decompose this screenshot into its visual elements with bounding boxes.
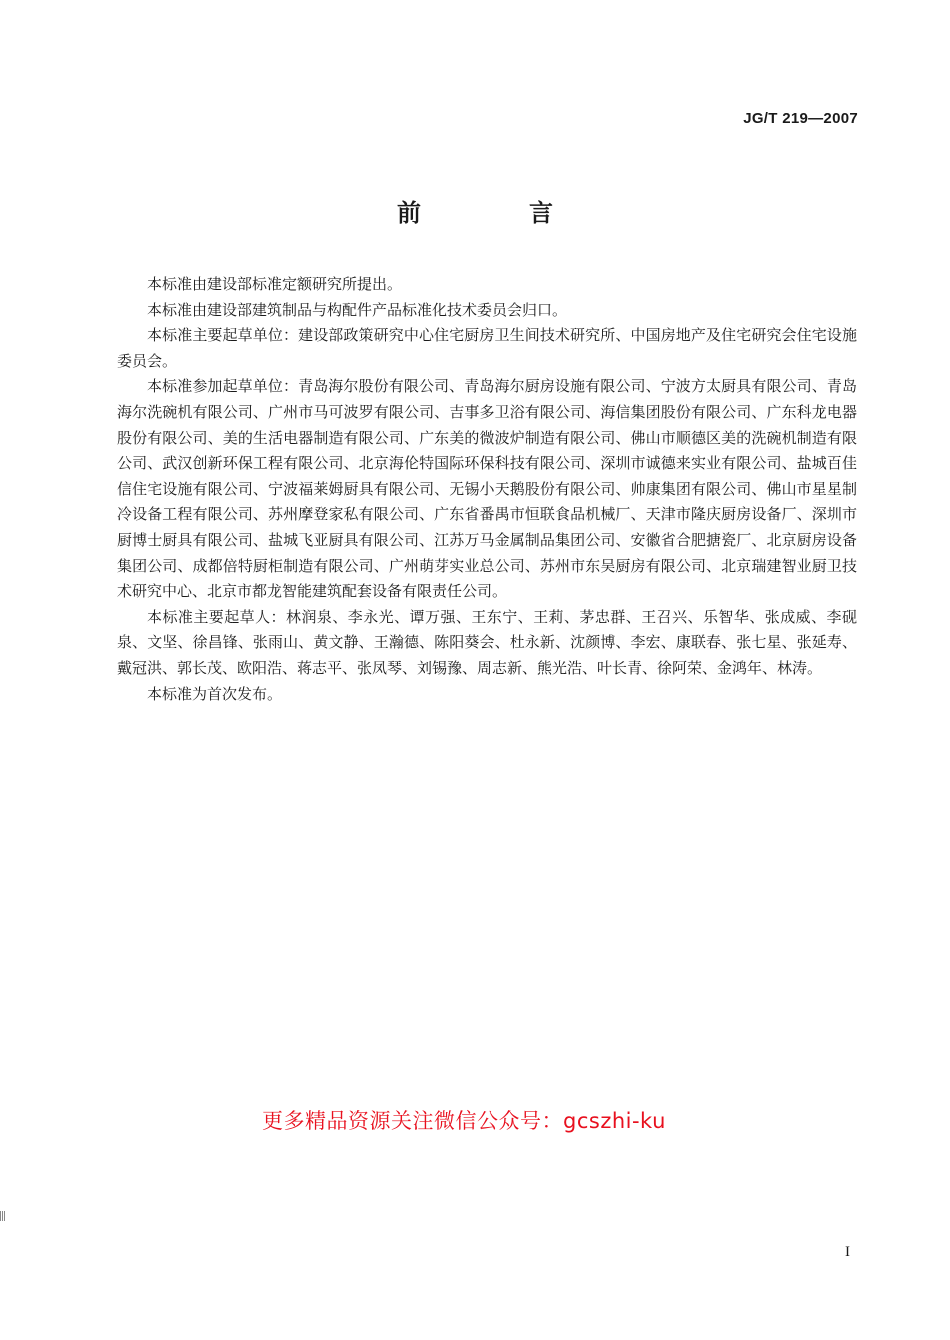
watermark-text: 更多精品资源关注微信公众号：gcszhi-ku (262, 1109, 666, 1133)
page-number: I (845, 1244, 850, 1260)
standard-code: JG/T 219—2007 (743, 110, 858, 127)
paragraph-proposer: 本标准由建设部标准定额研究所提出。 (147, 275, 403, 293)
page-title: 前 言 (397, 199, 595, 227)
foreword-body (117, 272, 857, 707)
paragraph-first-release: 本标准为首次发布。 (147, 684, 283, 703)
paragraph-responsible-committee: 本标准由建设部建筑制品与构配件产品标准化技术委员会归口。 (147, 300, 568, 319)
scan-artifact (0, 1211, 6, 1221)
paragraph-main-drafting-units: 本标准主要起草单位：建设部政策研究中心住宅厨房卫生间技术研究所、中国房地产及住宅研究会住宅设施委员会。 (117, 326, 857, 370)
paragraph-participating-units: 本标准参加起草单位：青岛海尔股份有限公司、青岛海尔厨房设施有限公司、宁波方太厨具有限公司、青岛海尔洗碗机有限公司、广州市马可波罗有限公司、吉事多卫浴有限公司、海信集团股份有限公司、广东科龙电器股份有限公司、美的生活电器制造有限公司、广东美的微波炉制造有限公司、佛山市顺德区美的洗碗机制造有限公司、武汉创新环保工程有限公司、北京海伦特国际环保科技有限公司、深圳市诚德来实业有限公司、盐城百佳信住宅设施有限公司、宁波福莱姆厨具有限公司、无锡小天鹅股份有限公司、帅康集团有限公司、佛山市星星制冷设备工程有限公司、苏州摩登家私有限公司、广东省番禺市恒联食品机械厂、天津市隆庆厨房设备厂、深圳市厨博士厨具有限公司、盐城飞亚厨具有限公司、江苏万马金属制品集团公司、安徽省合肥搪瓷厂、北京厨房设备集团公司、成都倍特厨柜制造有限公司、广州萌芽实业总公司、苏州市东吴厨房有限公司、北京瑞建智业厨卫技术研究中心、北京市都龙智能建筑配套设备有限责任公司。 (117, 377, 857, 601)
paragraph-main-drafters: 本标准主要起草人：林润泉、李永光、谭万强、王东宁、王莉、茅忠群、王召兴、乐智华、张成威、李砚泉、文坚、徐昌锋、张雨山、黄文静、王瀚德、陈阳葵会、杜永新、沈颜博、李宏、康联春、张七星、张延寿、戴冠洪、郭长茂、欧阳浩、蒋志平、张凤琴、刘锡豫、周志新、熊光浩、叶长青、徐阿荣、金鸿年、林涛。 (117, 607, 857, 677)
